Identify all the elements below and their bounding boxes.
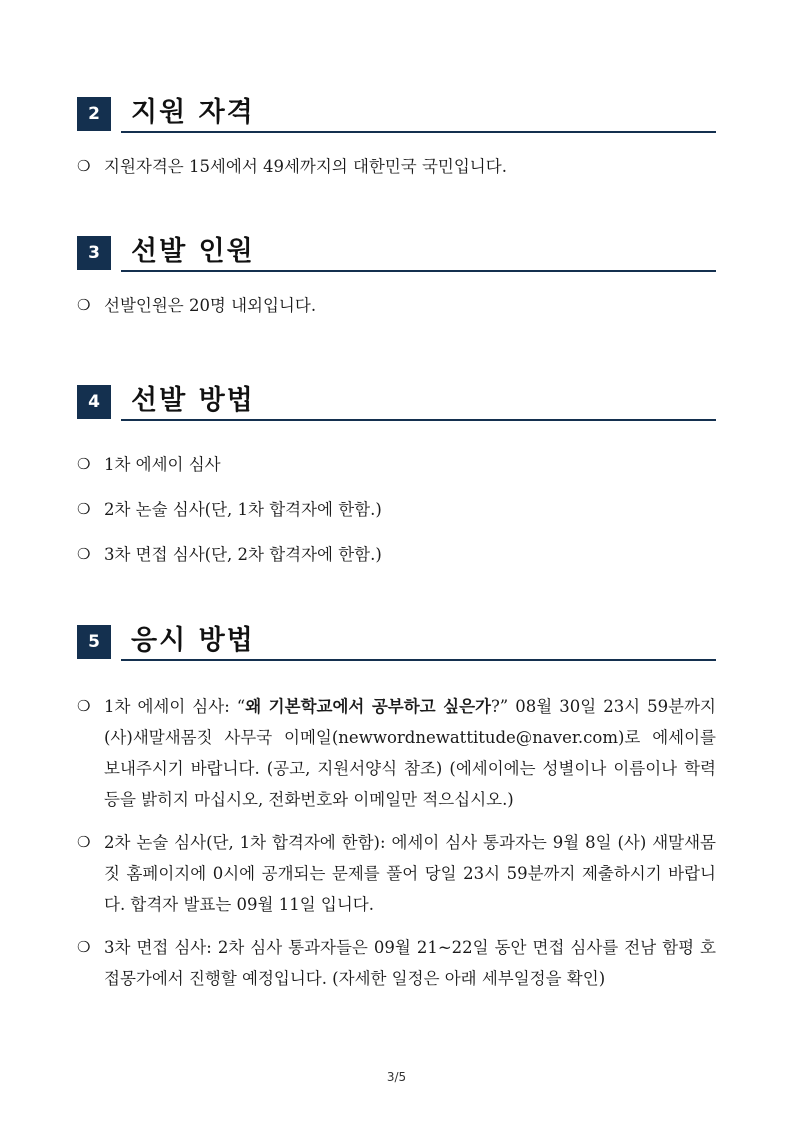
- section-header: [77, 236, 716, 272]
- circle-bullet-icon: ❍: [77, 545, 91, 563]
- circle-bullet-icon: ❍: [77, 500, 91, 518]
- section-number-badge: 3: [77, 236, 111, 270]
- list-item-text: 2차 논술 심사(단, 1차 합격자에 한함): 에세이 심사 통과자는 9월 8일 (사) 새말새몸짓 홈페이지에 0시에 공개되는 문제를 풀어 당일 23시 59분까지 제출하시기 바랍니다. 합격자 발표는 09월 11일 입니다.: [104, 833, 716, 914]
- circle-bullet-icon: ❍: [77, 938, 91, 956]
- essay-step-prefix: 1차 에세이 심사: “: [104, 697, 246, 716]
- page-number: 3/5: [386, 1070, 407, 1084]
- list-item-text: 1차 에세이 심사: [104, 455, 221, 474]
- essay-step-details: ?” 08월 30일 23시 59분까지 (사)새말새몸짓 사무국 이메일(newwordnewattitude@naver.com)로 에세이를 보내주시기 바랍니다. (공고, 지원서양식 참조) (에세이에는 성별이나 이름이나 학력 등을 밝히지 마십시오, 전화번호와 이메일만 적으십시오.): [104, 697, 716, 809]
- list-item-text: 3차 면접 심사(단, 2차 합격자에 한함.): [104, 545, 382, 564]
- section-underline: [121, 419, 716, 421]
- list-item-text: 지원자격은 15세에서 49세까지의 대한민국 국민입니다.: [104, 157, 507, 176]
- section-underline: [121, 270, 716, 272]
- section-application-method: [77, 625, 716, 994]
- section-recruitment-count: [77, 236, 716, 321]
- list-item: [77, 449, 716, 480]
- section-number-badge: 5: [77, 625, 111, 659]
- circle-bullet-icon: ❍: [77, 157, 91, 175]
- essay-topic: 왜 기본학교에서 공부하고 싶은가: [245, 697, 491, 716]
- section-title: 지원 자격: [131, 97, 255, 128]
- section-list: [77, 290, 716, 321]
- list-item-text: 2차 논술 심사(단, 1차 합격자에 한함.): [104, 500, 382, 519]
- section-underline: [121, 659, 716, 661]
- section-title: 응시 방법: [131, 625, 255, 656]
- section-number-badge: 4: [77, 385, 111, 419]
- list-item: [77, 539, 716, 570]
- section-title: 선발 방법: [131, 385, 255, 416]
- section-list: [77, 691, 716, 994]
- list-item: [77, 691, 716, 815]
- section-eligibility: [77, 97, 716, 182]
- section-header: [77, 385, 716, 421]
- section-header: [77, 625, 716, 661]
- section-number-badge: 2: [77, 97, 111, 131]
- list-item-text: 3차 면접 심사: 2차 심사 통과자들은 09월 21~22일 동안 면접 심사를 전남 함평 호접몽가에서 진행할 예정입니다. (자세한 일정은 아래 세부일정을 확인): [104, 938, 716, 988]
- section-underline: [121, 131, 716, 133]
- section-header: [77, 97, 716, 133]
- circle-bullet-icon: ❍: [77, 833, 91, 851]
- section-list: [77, 449, 716, 570]
- section-title: 선발 인원: [131, 236, 255, 267]
- list-item: [77, 932, 716, 994]
- circle-bullet-icon: ❍: [77, 296, 91, 314]
- list-item: [77, 494, 716, 525]
- list-item: [77, 151, 716, 182]
- list-item: [77, 290, 716, 321]
- list-item: [77, 827, 716, 920]
- circle-bullet-icon: ❍: [77, 455, 91, 473]
- list-item-text: 선발인원은 20명 내외입니다.: [104, 296, 317, 315]
- section-list: [77, 151, 716, 182]
- circle-bullet-icon: ❍: [77, 697, 91, 715]
- section-selection-method: [77, 385, 716, 570]
- list-item-text: [104, 697, 716, 809]
